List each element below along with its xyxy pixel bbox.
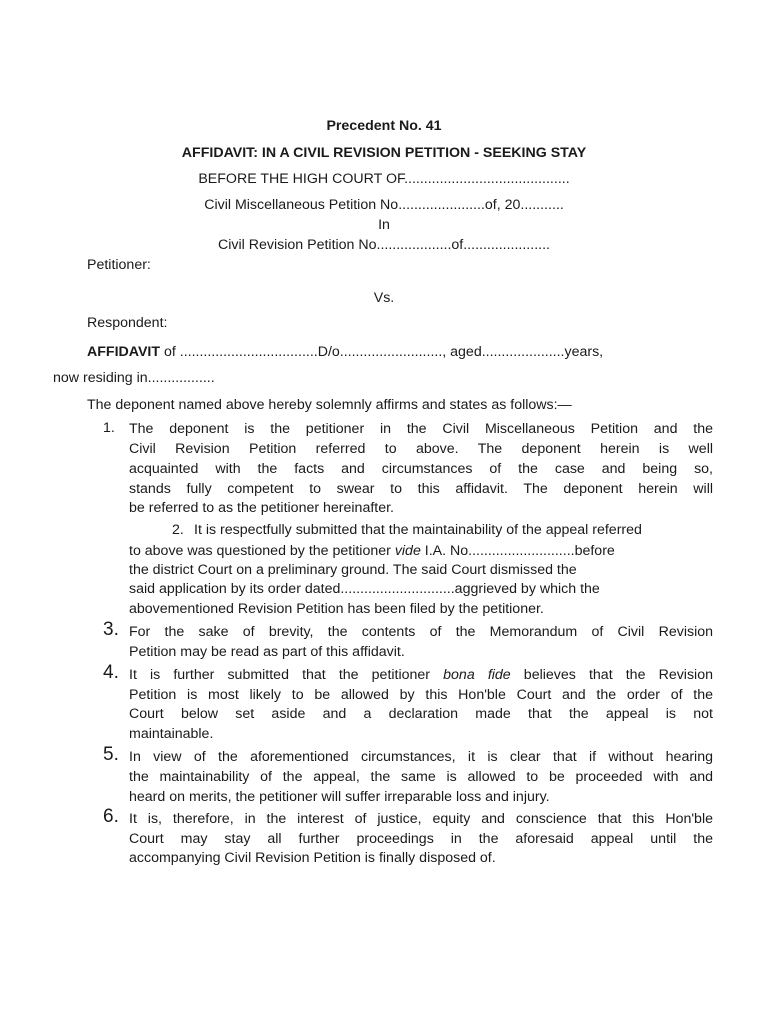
item-3-line: Petition may be read as part of this affidavit. (129, 644, 405, 660)
in-line: In (378, 217, 390, 233)
item-4-line: maintainable. (129, 726, 214, 742)
item-1-line: The deponent is the petitioner in the Civil Miscellaneous Petition and the (129, 421, 713, 437)
document-title: AFFIDAVIT: IN A CIVIL REVISION PETITION - SEEKING STAY (181, 145, 587, 161)
item-4-line: It is further submitted that the petitioner bona fide believes that the Revision (129, 667, 713, 683)
residence-line: now residing in................. (53, 370, 215, 386)
item-6-line: It is, therefore, in the interest of justice, equity and conscience that this Hon'ble (129, 811, 713, 827)
item-6-line: accompanying Civil Revision Petition is finally disposed of. (129, 850, 496, 866)
affidavit-details: of ...................................D/o.........................., aged.....................years, (160, 344, 604, 360)
item-1-line: stands fully competent to swear to this affidavit. The deponent herein will (129, 481, 713, 497)
item-4-number: 4. (103, 662, 119, 683)
vide-term: vide (394, 543, 421, 559)
item-2-line: abovementioned Revision Petition has been filed by the petitioner. (129, 601, 544, 617)
item-2-number: 2. (172, 522, 184, 538)
item-2-line: the district Court on a preliminary ground. The said Court dismissed the (129, 562, 577, 578)
item-3-line: For the sake of brevity, the contents of the Memorandum of Civil Revision (129, 624, 713, 640)
item-1-number: 1. (103, 420, 115, 436)
affidavit-label: AFFIDAVIT (87, 344, 161, 360)
court-line: BEFORE THE HIGH COURT OF.......................................... (198, 171, 570, 187)
item-4-line: Petition is most likely to be allowed by this Hon'ble Court and the order of the (129, 687, 713, 703)
item-2-line: said application by its order dated.............................aggrieved by which the (129, 581, 600, 597)
item-5-line: the maintainability of the appeal, the same is allowed to be proceeded with and (129, 769, 713, 785)
item-5-line: heard on merits, the petitioner will suffer irreparable loss and injury. (129, 789, 550, 805)
precedent-number: Precedent No. 41 (326, 118, 442, 134)
item-1-line: be referred to as the petitioner hereinafter. (129, 500, 394, 516)
item-4-line: Court below set aside and a declaration made that the appeal is not (129, 706, 713, 722)
respondent-label: Respondent: (87, 315, 168, 331)
item-1-line: acquainted with the facts and circumstances of the case and being so, (129, 461, 713, 477)
item-3-number: 3. (103, 619, 119, 640)
item-1-line: Civil Revision Petition referred to above. The deponent herein is well (129, 441, 713, 457)
affidavit-line (87, 344, 705, 360)
crp-line: Civil Revision Petition No...................of...................... (218, 237, 550, 253)
bona-fide-term: bona fide (443, 667, 511, 683)
item-6-number: 6. (103, 806, 119, 827)
item-2-line: It is respectfully submitted that the maintainability of the appeal referred (194, 522, 642, 538)
versus-label: Vs. (373, 290, 395, 306)
item-2-line: to above was questioned by the petitioner vide I.A. No...........................before (129, 543, 615, 559)
item-5-line: In view of the aforementioned circumstances, it is clear that if without hearing (129, 749, 713, 765)
cmp-line: Civil Miscellaneous Petition No......................of, 20........... (204, 197, 564, 213)
intro-statement: The deponent named above hereby solemnly affirms and states as follows:— (87, 397, 572, 413)
item-6-line: Court may stay all further proceedings in the aforesaid appeal until the (129, 831, 713, 847)
petitioner-label: Petitioner: (87, 257, 151, 273)
item-5-number: 5. (103, 744, 119, 765)
